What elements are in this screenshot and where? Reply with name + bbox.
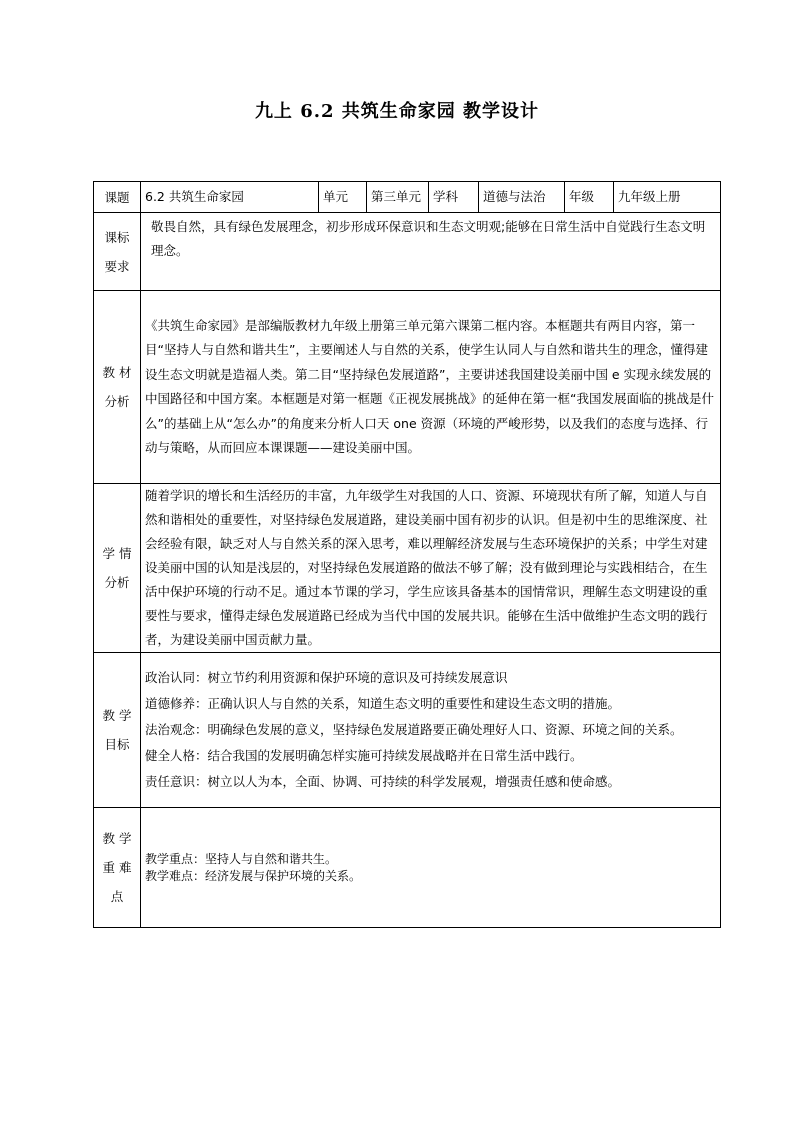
students-row	[94, 484, 721, 653]
students-label-line: 学 情	[102, 546, 132, 561]
goal-item: 道德修养：正确认识人与自然的关系，知道生态文明的重要性和建设生态文明的措施。	[145, 696, 621, 711]
topic-value: 6.2 共筑生命家园	[141, 182, 319, 213]
material-label-line: 分析	[104, 394, 130, 409]
grade-value: 九年级上册	[614, 182, 721, 213]
key-points-label	[94, 808, 141, 928]
goal-item: 健全人格：结合我国的发展明确怎样实施可持续发展战略并在日常生活中践行。	[145, 748, 583, 763]
subject-value: 道德与法治	[479, 182, 565, 213]
standards-label-line: 课标	[104, 229, 130, 245]
goal-item: 责任意识：树立以人为本，全面、协调、可持续的科学发展观，增强责任感和使命感。	[145, 774, 621, 789]
header-row	[94, 182, 721, 213]
grade-label: 年级	[565, 182, 614, 213]
key-point-text: 教学重点：坚持人与自然和谐共生。	[145, 851, 338, 866]
key-points-content	[141, 808, 721, 928]
material-label	[94, 291, 141, 484]
standards-label	[94, 213, 141, 291]
key-points-label-line: 点	[110, 889, 124, 904]
material-text: 《共筑生命家园》是部编版教材九年级上册第三单元第六课第二框内容。本框题共有两目内容，第一目“坚持人与自然和谐共生”，主要阐述人与自然的关系，使学生认同人与自然和谐共生的理念，懂得建设生态文明就是造福人类。第二目“坚持绿色发展道路”，主要讲述我国建设美丽中国 e 实现永续发展的中国路径和中国方案。本框题是对第一框题《正视发展挑战》的延伸在第一框“我国发展面临的挑战是什么”的基础上从“怎么办”的角度来分析人口天 one 资源（环境的严峻形势，以及我们的态度与选择、行动与策略，从而回应本课课题——建设美丽中国。	[141, 291, 721, 484]
material-label-line: 教 材	[102, 365, 132, 380]
students-label-line: 分析	[104, 575, 130, 590]
goals-label-line: 目标	[104, 737, 130, 752]
lesson-plan-table	[93, 181, 721, 928]
standards-label-line: 要求	[104, 258, 130, 274]
unit-label: 单元	[319, 182, 367, 213]
standards-text: 敬畏自然，具有绿色发展理念，初步形成环保意识和生态文明观;能够在日常生活中自觉践行生态文明理念。	[141, 213, 721, 291]
students-label	[94, 484, 141, 653]
topic-label: 课题	[94, 182, 141, 213]
goals-row	[94, 653, 721, 808]
standards-row	[94, 213, 721, 291]
students-text: 随着学识的增长和生活经历的丰富，九年级学生对我国的人口、资源、环境现状有所了解，知道人与自然和谐相处的重要性，对坚持绿色发展道路，建设美丽中国有初步的认识。但是初中生的思维深度、社会经验有限，缺乏对人与自然关系的深入思考，难以理解经济发展与生态环境保护的关系；中学生对建设美丽中国的认知是浅层的，对坚持绿色发展道路的做法不够了解；没有做到理论与实践相结合，在生活中保护环境的行动不足。通过本节课的学习，学生应该具备基本的国情常识，理解生态文明建设的重要性与要求，懂得走绿色发展道路已经成为当代中国的发展共识。能够在生活中做维护生态文明的践行者，为建设美丽中国贡献力量。	[141, 484, 721, 653]
difficult-point-text: 教学难点：经济发展与保护环境的关系。	[145, 868, 362, 883]
key-points-row	[94, 808, 721, 928]
subject-label: 学科	[429, 182, 479, 213]
key-points-label-line: 重 难	[102, 860, 132, 875]
document-title: 九上 6.2 共筑生命家园 教学设计	[254, 101, 540, 122]
material-row	[94, 291, 721, 484]
key-points-label-line: 教 学	[102, 831, 132, 846]
goal-item: 政治认同：树立节约利用资源和保护环境的意识及可持续发展意识	[145, 670, 508, 685]
goals-list	[141, 653, 721, 808]
goals-label	[94, 653, 141, 808]
goals-label-line: 教 学	[102, 708, 132, 723]
goal-item: 法治观念：明确绿色发展的意义，坚持绿色发展道路要正确处理好人口、资源、环境之间的关系。	[145, 722, 683, 737]
unit-value: 第三单元	[367, 182, 429, 213]
